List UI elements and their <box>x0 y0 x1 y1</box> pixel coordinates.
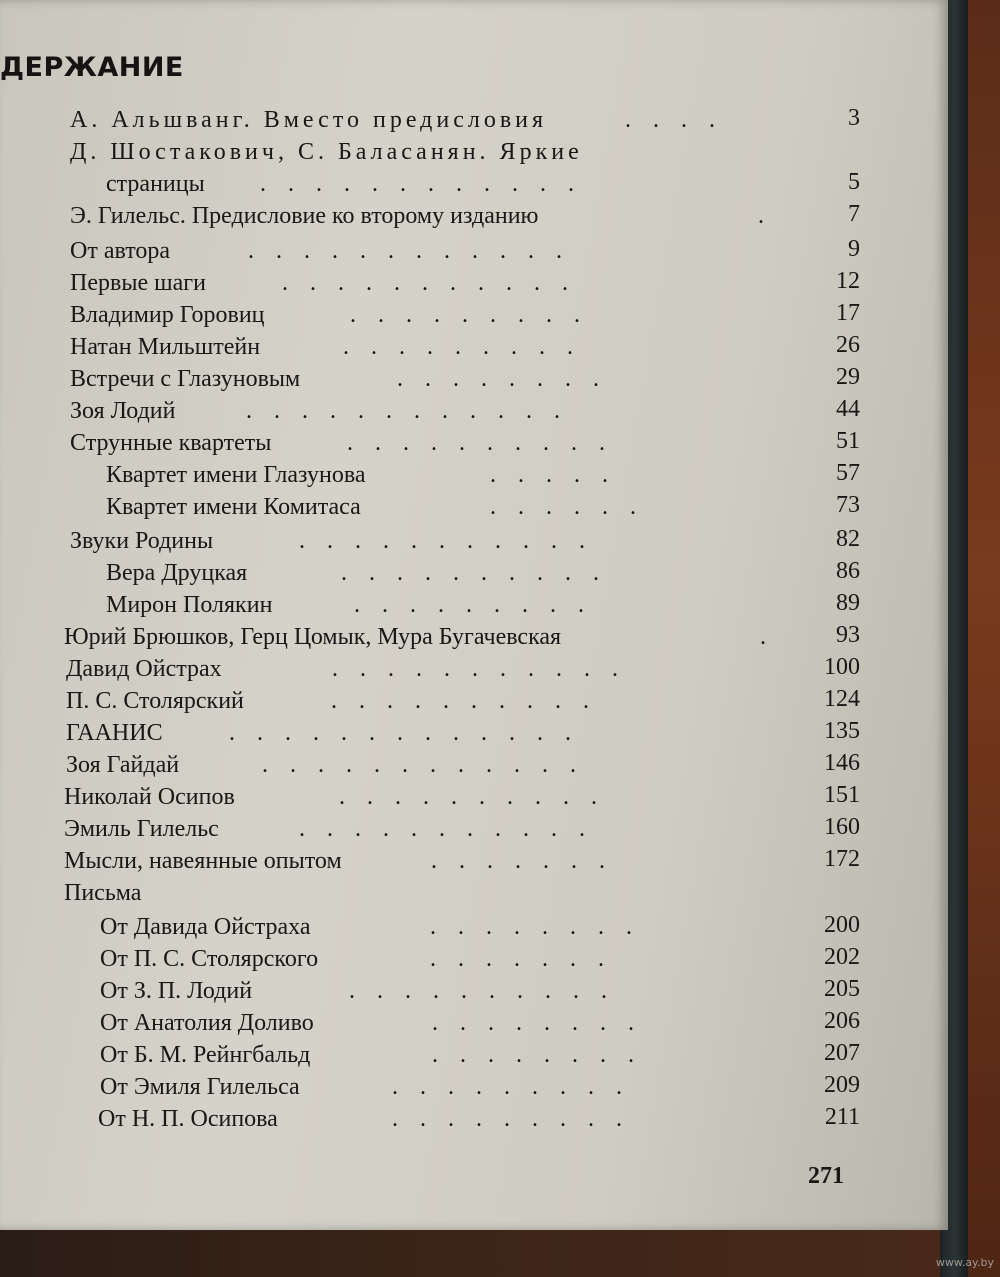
toc-title: От Анатолия Доливо <box>100 1010 314 1036</box>
toc-title: Зоя Гайдай <box>66 752 180 778</box>
toc-title: Зоя Лодий <box>70 398 176 424</box>
toc-leader-dots: . . . . . . . . . . . . <box>248 238 570 264</box>
toc-page-number: 5 <box>848 169 860 195</box>
toc-page-number: 146 <box>824 750 860 776</box>
toc-page-number: 82 <box>836 526 860 552</box>
toc-page-number: 7 <box>848 201 860 227</box>
toc-leader-dots: . . . . . . . . . . <box>349 978 615 1004</box>
toc-title: От автора <box>70 238 171 264</box>
toc-title: От Давида Ойстраха <box>100 914 311 940</box>
toc-title: Давид Ойстрах <box>66 656 222 682</box>
toc-leader-dots: . . . . . . . . <box>430 914 640 940</box>
toc-title: Мысли, навеянные опытом <box>64 848 342 874</box>
toc-leader-dots: . . . . . . . . . <box>354 592 592 618</box>
toc-title: П. С. Столярский <box>66 688 244 714</box>
toc-leader-dots: . . . . . . . . <box>432 1042 642 1068</box>
toc-title: Мирон Полякин <box>106 592 273 618</box>
toc-page-number: 44 <box>836 396 860 422</box>
toc-title: Вера Друцкая <box>106 560 248 586</box>
toc-row <box>0 816 860 848</box>
toc-title: Владимир Горовиц <box>70 302 265 328</box>
site-watermark: www.ay.by <box>935 1256 994 1269</box>
toc-row <box>0 946 860 978</box>
toc-row <box>0 302 860 334</box>
toc-page-number: 93 <box>836 622 860 648</box>
toc-page-number: 57 <box>836 460 860 486</box>
toc-leader-dots: . . . . <box>625 107 723 133</box>
toc-title: От П. С. Столярского <box>100 946 319 972</box>
toc-title: Письма <box>64 880 142 906</box>
toc-leader-dots: . . . . . . . . . . . <box>282 270 576 296</box>
toc-page-number: 26 <box>836 332 860 358</box>
toc-row <box>0 914 860 946</box>
toc-row <box>0 784 860 816</box>
toc-page-number: 124 <box>824 686 860 712</box>
toc-page-number: 200 <box>824 912 860 938</box>
toc-title: От З. П. Лодий <box>100 978 253 1004</box>
toc-title: Звуки Родины <box>70 528 214 554</box>
toc-page-number: 9 <box>848 236 860 262</box>
toc-row <box>0 624 860 656</box>
toc-row <box>0 494 860 526</box>
toc-leader-dots: . . . . . . . . . . . <box>299 528 593 554</box>
toc-page-number: 12 <box>836 268 860 294</box>
toc-leader-dots: . <box>760 624 774 650</box>
toc-title: Д. Шостакович, С. Баласанян. Яркие <box>70 139 583 165</box>
toc-leader-dots: . . . . . . . . . . . . <box>262 752 584 778</box>
toc-row <box>0 880 860 912</box>
toc-title: А. Альшванг. Вместо предисловия <box>70 107 548 133</box>
toc-title: Струнные квартеты <box>70 430 272 456</box>
toc-leader-dots: . . . . . . . . . <box>392 1106 630 1132</box>
toc-page-number: 206 <box>824 1008 860 1034</box>
toc-row <box>0 592 860 624</box>
toc-title: От Эмиля Гилельса <box>100 1074 300 1100</box>
toc-leader-dots: . . . . . . . . . . . . <box>246 398 568 424</box>
wooden-surface <box>968 0 1000 1277</box>
toc-leader-dots: . . . . . . . . . <box>343 334 581 360</box>
toc-page-number: 209 <box>824 1072 860 1098</box>
toc-title: Юрий Брюшков, Герц Цомык, Мура Бугачевская <box>64 624 562 650</box>
toc-leader-dots: . . . . . . . . . . . <box>332 656 626 682</box>
toc-leader-dots: . . . . . . . . <box>397 366 607 392</box>
toc-leader-dots: . . . . . . . . . . <box>331 688 597 714</box>
toc-row <box>0 270 860 302</box>
toc-title: От Н. П. Осипова <box>98 1106 278 1132</box>
toc-leader-dots: . . . . . . . . . . <box>341 560 607 586</box>
toc-leader-dots: . . . . . . . . . . <box>347 430 613 456</box>
toc-title: Квартет имени Глазунова <box>106 462 366 488</box>
toc-leader-dots: . . . . . . . . . <box>392 1074 630 1100</box>
toc-title: От Б. М. Рейнгбальд <box>100 1042 311 1068</box>
toc-row <box>0 1074 860 1106</box>
toc-row <box>0 334 860 366</box>
toc-row <box>0 430 860 462</box>
toc-row <box>0 462 860 494</box>
toc-leader-dots: . . . . . . . . . <box>350 302 588 328</box>
toc-title: Встречи с Глазуновым <box>70 366 301 392</box>
toc-row <box>0 107 860 139</box>
toc-page-number: 89 <box>836 590 860 616</box>
toc-title: Квартет имени Комитаса <box>106 494 361 520</box>
toc-leader-dots: . <box>758 203 772 229</box>
toc-title: Э. Гилельс. Предисловие ко второму изданию <box>70 203 539 229</box>
toc-row <box>0 398 860 430</box>
toc-leader-dots: . . . . . . . <box>431 848 613 874</box>
toc-page-number: 172 <box>824 846 860 872</box>
toc-leader-dots: . . . . . <box>490 462 616 488</box>
page-number-folio: 271 <box>808 1163 844 1189</box>
toc-page-number: 207 <box>824 1040 860 1066</box>
toc-leader-dots: . . . . . . . . . . . <box>299 816 593 842</box>
toc-row <box>0 752 860 784</box>
toc-leader-dots: . . . . . . <box>490 494 644 520</box>
toc-page-number: 135 <box>824 718 860 744</box>
toc-row <box>0 139 860 171</box>
toc-title: ГААНИС <box>66 720 163 746</box>
toc-title: Эмиль Гилельс <box>64 816 219 842</box>
toc-page-number: 86 <box>836 558 860 584</box>
toc-leader-dots: . . . . . . . . <box>432 1010 642 1036</box>
toc-row <box>0 1106 860 1138</box>
toc-title: Натан Мильштейн <box>70 334 261 360</box>
toc-row <box>0 528 860 560</box>
toc-page-number: 73 <box>836 492 860 518</box>
toc-row <box>0 1010 860 1042</box>
toc-title: Николай Осипов <box>64 784 235 810</box>
toc-row <box>0 656 860 688</box>
toc-leader-dots: . . . . . . . . . . <box>339 784 605 810</box>
toc-page-number: 160 <box>824 814 860 840</box>
toc-title: Первые шаги <box>70 270 206 296</box>
toc-leader-dots: . . . . . . . . . . . . <box>260 171 582 197</box>
toc-row <box>0 1042 860 1074</box>
toc-page-number: 29 <box>836 364 860 390</box>
toc-page-number: 100 <box>824 654 860 680</box>
page-heading: ДЕРЖАНИЕ <box>0 52 184 83</box>
toc-page-number: 205 <box>824 976 860 1002</box>
toc-page-number: 3 <box>848 105 860 131</box>
toc-page-number: 51 <box>836 428 860 454</box>
toc-row <box>0 848 860 880</box>
toc-page-number: 17 <box>836 300 860 326</box>
toc-page-number: 202 <box>824 944 860 970</box>
toc-row <box>0 366 860 398</box>
toc-row <box>0 560 860 592</box>
toc-leader-dots: . . . . . . . . . . . . . <box>229 720 579 746</box>
toc-row <box>0 688 860 720</box>
toc-row <box>0 171 860 203</box>
toc-page-number: 151 <box>824 782 860 808</box>
toc-row <box>0 203 860 235</box>
toc-leader-dots: . . . . . . . <box>430 946 612 972</box>
toc-title: страницы <box>106 171 205 197</box>
toc-page-number: 211 <box>824 1104 860 1130</box>
toc-row <box>0 720 860 752</box>
toc-row <box>0 238 860 270</box>
toc-row <box>0 978 860 1010</box>
